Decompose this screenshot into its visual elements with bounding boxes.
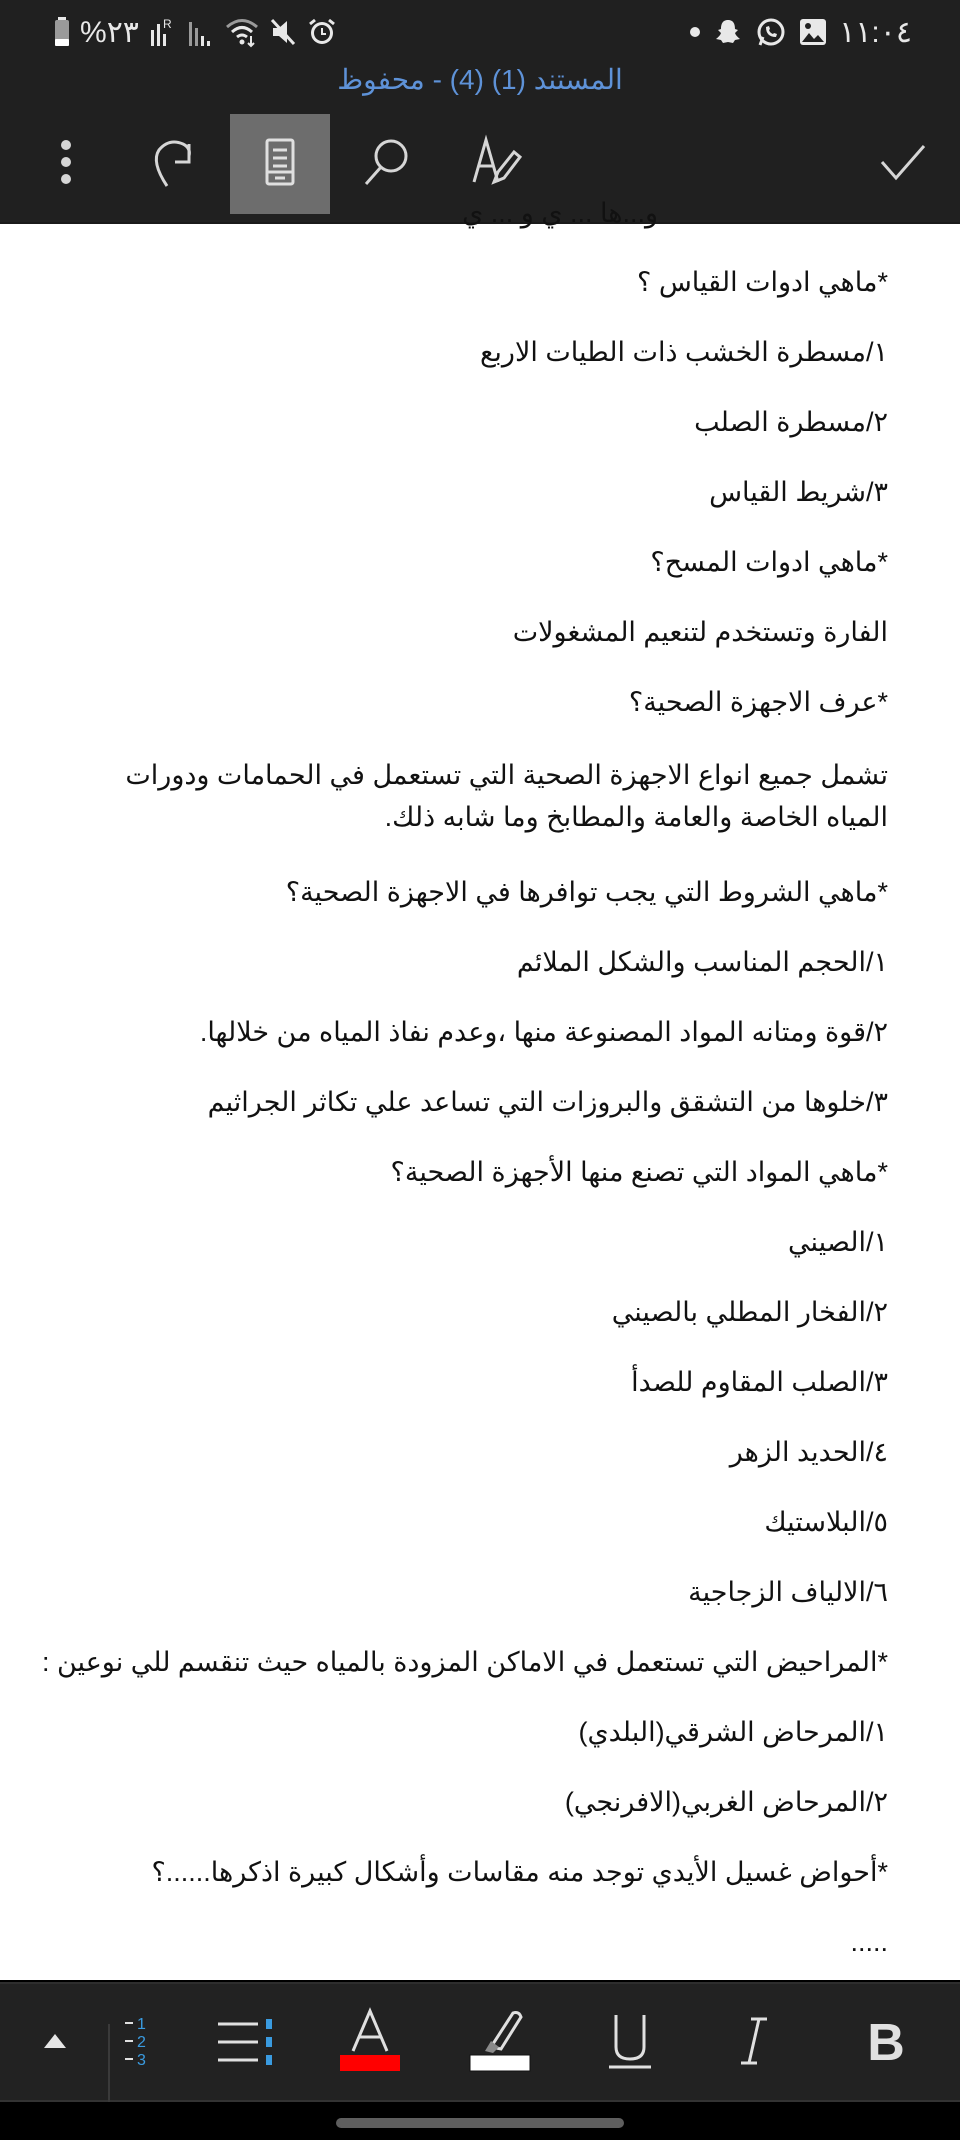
svg-text:1: 1 [137,2015,146,2033]
highlighter-icon [469,2009,531,2078]
italic-icon [739,2017,769,2070]
document-canvas[interactable] [0,198,960,1980]
app-top-bar [0,0,960,222]
paragraph-question[interactable]: *ماهي الشروط التي يجب توافرها في الاجهزة الصحية؟ [285,877,888,907]
svg-text:3: 3 [137,2051,146,2069]
checkmark-icon [880,144,926,185]
paragraph-list-item[interactable]: ١/الصيني [788,1227,888,1257]
bold-icon: B [867,2014,905,2072]
paragraph-list-item[interactable]: ٣/الصلب المقاوم للصدأ [631,1367,888,1397]
triangle-up-icon [43,2033,67,2054]
numbered-list-icon [123,2013,163,2074]
font-color-icon [339,2009,401,2078]
battery-icon [54,17,70,47]
redo-button[interactable] [130,114,216,214]
search-button[interactable] [344,114,430,214]
status-left-group [54,14,337,50]
status-bar [0,0,960,64]
paragraph-question[interactable]: *ماهي ادوات القياس ؟ [637,267,888,297]
search-icon [363,138,411,191]
highlight-button[interactable] [460,1984,540,2102]
paragraph-list-item[interactable]: ٣/خلوها من التشقق والبروزات التي تساعد علي تكاثر الجراثيم [207,1087,888,1117]
paragraph-list-item[interactable]: ٢/مسطرة الصلب [694,407,888,437]
gallery-icon [799,18,827,46]
paragraph-list-item[interactable]: ١/المرحاض الشرقي(البلدي) [578,1717,888,1747]
paragraph-list-item[interactable]: ٤/الحديد الزهر [729,1437,888,1467]
battery-percentage: %٢٣ [80,15,139,49]
paragraph-list-item[interactable]: ٦/الالياف الزجاجية [688,1577,888,1607]
more-vertical-icon [59,138,73,191]
formatting-toolbar [0,1982,960,2102]
paragraph-list-item[interactable]: ٢/قوة ومتانه المواد المصنوعة منها ،وعدم نفاذ المياه من خلالها. [199,1017,888,1047]
underline-icon [607,2013,653,2074]
italic-button[interactable] [714,1984,794,2102]
signal-icon [187,16,215,48]
paragraph-question[interactable]: *ماهي المواد التي تصنع منها الأجهزة الصحية؟ [390,1157,888,1187]
paragraph-answer[interactable]: الفارة وتستخدم لتنعيم المشغولات [512,617,888,647]
status-right-group [689,14,912,50]
bold-button[interactable] [846,1984,926,2102]
whatsapp-icon [755,16,787,48]
signal-roaming-icon [149,16,177,48]
partial-line: و...ها ... ي و ... ي [462,198,658,228]
more-options-button[interactable] [36,114,96,214]
alarm-icon [307,17,337,47]
paragraph-list-item[interactable]: ١/الحجم المناسب والشكل الملائم [516,947,888,977]
paragraph-answer[interactable]: تشمل جميع انواع الاجهزة الصحية التي تستعمل في الحمامات ودورات المياه الخاصة والعامة والمطابخ وما شابه ذلك. [125,760,888,832]
paragraph-question[interactable]: *أحواض غسيل الأيدي توجد منه مقاسات وأشكال كبيرة اذكرها......؟ [151,1857,888,1887]
mobile-view-button[interactable] [230,114,330,214]
paragraph-list-item[interactable]: ٥/البلاستيك [764,1507,888,1537]
numbered-list-button[interactable] [108,1984,178,2102]
mobile-view-icon [265,138,295,191]
paragraph-list-item[interactable]: ٣/شريط القياس [709,477,888,507]
underline-button[interactable] [590,1984,670,2102]
done-button[interactable] [868,114,938,214]
wifi-icon [225,16,259,48]
clock-time: ١١:٠٤ [839,15,912,49]
paragraph-list-item[interactable]: ١/مسطرة الخشب ذات الطيات الاربع [480,337,888,367]
paragraph-question[interactable]: *المراحيض التي تستعمل في الاماكن المزودة بالمياه حيث تنقسم للي نوعين : [41,1647,888,1677]
paragraph-ellipsis[interactable]: ..... [850,1927,888,1957]
system-nav-bar [0,2102,960,2140]
paragraph-question[interactable]: *ماهي ادوات المسح؟ [650,547,888,577]
document-title[interactable]: المستند (1) (4) - محفوظ [337,64,623,95]
bulleted-list-button[interactable] [206,1984,286,2102]
dot-icon [689,26,701,38]
svg-text:R: R [162,17,172,31]
paragraph-list-item[interactable]: ٢/الفخار المطلي بالصيني [611,1297,888,1327]
paragraph-list-item[interactable]: ٢/المرحاض الغربي(الافرنجي) [564,1787,888,1817]
bulleted-list-icon [216,2018,276,2069]
draw-pen-icon [472,138,522,191]
redo-icon [149,136,197,193]
font-color-button[interactable] [330,1984,410,2102]
paragraph-question[interactable]: *عرف الاجهزة الصحية؟ [628,687,888,717]
snapchat-icon [713,17,743,47]
mute-icon [269,17,297,47]
home-gesture-handle[interactable] [336,2118,624,2128]
expand-toolbar-button[interactable] [20,1984,90,2102]
svg-text:2: 2 [137,2033,146,2051]
